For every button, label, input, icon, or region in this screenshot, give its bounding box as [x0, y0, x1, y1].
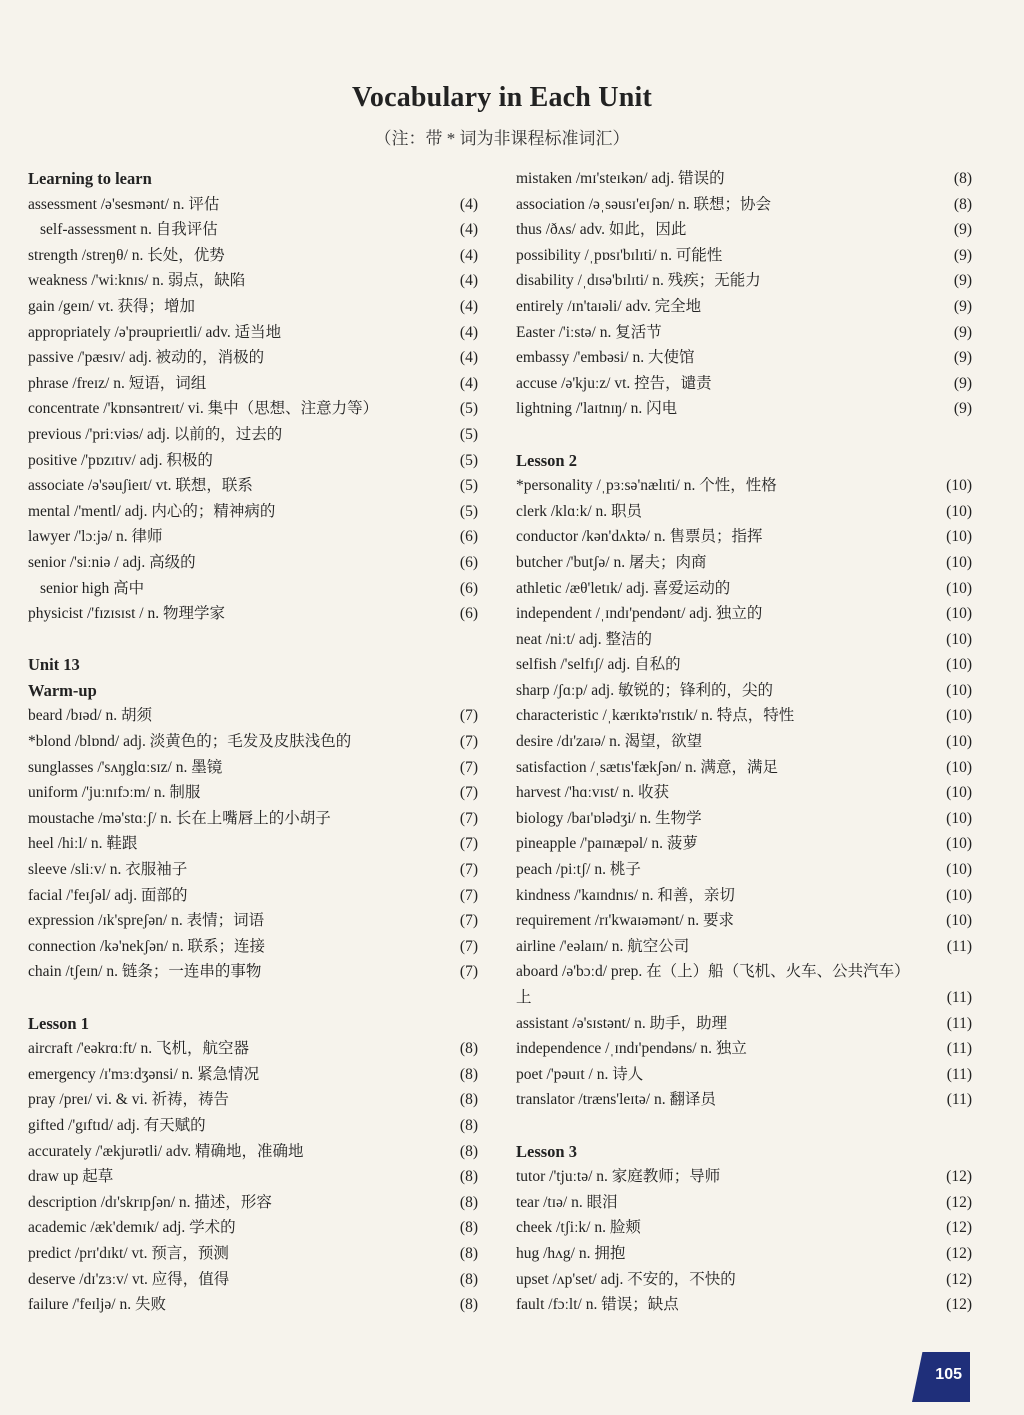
vocab-entry-text: mistaken /mɪ'steɪkən/ adj. 错误的: [516, 170, 725, 187]
vocab-entry-page: (4): [459, 323, 478, 341]
vocab-entry-text: fault /fɔːlt/ n. 错误；缺点: [516, 1296, 679, 1314]
vocab-entry-page: (8): [459, 1270, 478, 1288]
vocab-entry-page: (10): [946, 886, 972, 904]
vocab-entry-page: (4): [459, 221, 478, 239]
vocab-entry: [516, 857, 972, 883]
vocab-entry: [28, 422, 478, 448]
vocab-entry-page: (7): [459, 912, 478, 930]
vocab-entry-page: (7): [459, 835, 478, 853]
vocab-entry: [28, 473, 478, 499]
vocab-entry-text: draw up 起草: [28, 1168, 114, 1186]
vocab-entry-text: upset /ʌp'set/ adj. 不安的，不快的: [516, 1270, 736, 1288]
vocab-entry: [516, 652, 972, 678]
vocab-entry-page: (10): [946, 502, 972, 520]
vocab-entry-page: (10): [946, 912, 972, 930]
vocab-entry-page: (9): [953, 246, 972, 264]
vocab-entry-text: appropriately /ə'prəuprieɪtli/ adv. 适当地: [28, 323, 282, 341]
vocab-entry-text: sharp /ʃɑːp/ adj. 敏锐的；锋利的，尖的: [516, 681, 773, 699]
vocab-entry: [516, 1164, 972, 1190]
vocab-entry: [516, 678, 972, 704]
vocab-entry-page: (8): [459, 1040, 478, 1058]
vocab-entry-text: hug /hʌg/ n. 拥抱: [516, 1244, 626, 1262]
vocab-entry: [28, 1139, 478, 1165]
vocab-entry: [28, 268, 478, 294]
vocab-entry-text: gain /geɪn/ vt. 获得；增加: [28, 297, 196, 315]
vocab-entry-page: (6): [459, 553, 478, 571]
vocab-entry-text: academic /æk'demɪk/ adj. 学术的: [28, 1219, 236, 1237]
vocab-entry: [516, 550, 972, 576]
vocab-entry-text: chain /tʃeɪn/ n. 链条；一连串的事物: [28, 963, 262, 981]
vocab-entry: [28, 294, 478, 320]
vocab-entry: [516, 396, 972, 422]
vocab-entry-text: independence /ˌɪndɪ'pendəns/ n. 独立: [516, 1040, 747, 1058]
vocab-entry-text: athletic /æθ'letɪk/ adj. 喜爱运动的: [516, 579, 731, 597]
vocab-entry-text: expression /ɪk'spreʃən/ n. 表情；词语: [28, 912, 265, 930]
vocab-entry-page: (11): [946, 1040, 972, 1058]
vocab-entry-page: (11): [946, 937, 972, 955]
page-subtitle: （注：带 * 词为非课程标准词汇）: [374, 129, 630, 148]
vocab-entry-page: (10): [946, 835, 972, 853]
vocab-entry-text: harvest /'hɑːvɪst/ n. 收获: [516, 784, 669, 802]
vocab-entry: [516, 1190, 972, 1216]
vocab-entry-page: (12): [946, 1270, 972, 1288]
section-heading: Unit 13: [28, 655, 80, 675]
vocab-entry-text: self-assessment n. 自我评估: [40, 221, 218, 239]
vocab-entry-page: (10): [946, 809, 972, 827]
vocab-entry-page: (12): [946, 1193, 972, 1211]
vocab-entry-page: (5): [459, 425, 478, 443]
section-spacer: [28, 985, 478, 1011]
vocab-entry-text: pineapple /'paɪnæpəl/ n. 菠萝: [516, 835, 698, 853]
vocab-entry: [516, 1087, 972, 1113]
vocab-entry: [516, 499, 972, 525]
vocab-entry: [516, 268, 972, 294]
vocab-entry-page: (9): [953, 323, 972, 341]
vocab-entry: [28, 345, 478, 371]
vocab-entry: [28, 1113, 478, 1139]
vocab-entry-page: (10): [946, 656, 972, 674]
vocab-entry: [516, 934, 972, 960]
vocab-entry-text: moustache /mə'stɑːʃ/ n. 长在上嘴唇上的小胡子: [28, 809, 331, 827]
vocab-entry-text: deserve /dɪ'zɜːv/ vt. 应得，值得: [28, 1270, 230, 1288]
vocab-entry: [28, 1241, 478, 1267]
vocab-entry-text: concentrate /'kɒnsəntreɪt/ vi. 集中（思想、注意力等）: [28, 400, 379, 418]
section-heading: Lesson 3: [516, 1141, 577, 1161]
left-column: [28, 166, 478, 1318]
vocab-entry-page: (5): [459, 502, 478, 520]
vocab-entry-text: failure /'feɪljə/ n. 失败: [28, 1296, 166, 1314]
vocab-entry: [28, 499, 478, 525]
vocab-entry-page: (10): [946, 707, 972, 725]
vocab-entry: [516, 755, 972, 781]
vocab-entry: [516, 627, 972, 653]
vocab-entry: [28, 320, 478, 346]
vocab-entry-text: description /dɪ'skrɪpʃən/ n. 描述，形容: [28, 1193, 272, 1211]
vocab-entry-text: assistant /ə'sɪstənt/ n. 助手，助理: [516, 1014, 728, 1032]
vocab-entry: [516, 166, 972, 192]
vocab-entry-page: (8): [953, 195, 972, 213]
vocab-entry-page: (11): [946, 989, 972, 1006]
vocab-entry-text: pray /preɪ/ vi. & vi. 祈祷，祷告: [28, 1091, 230, 1109]
vocab-entry-page: (10): [946, 579, 972, 597]
vocab-entry: [516, 294, 972, 320]
vocab-entry-text: connection /kə'nekʃən/ n. 联系；连接: [28, 937, 265, 955]
vocab-entry: [28, 831, 478, 857]
vocab-entry: [516, 217, 972, 243]
vocab-entry-text: neat /niːt/ adj. 整洁的: [516, 630, 653, 648]
section-heading: Warm-up: [28, 680, 97, 700]
vocab-entry: [516, 576, 972, 602]
vocab-entry-text: sleeve /sliːv/ n. 衣服袖子: [28, 861, 188, 879]
vocab-entry: [28, 448, 478, 474]
vocab-entry: [28, 1087, 478, 1113]
vocab-entry-page: (9): [953, 221, 972, 239]
vocab-entry-page: (11): [946, 1091, 972, 1109]
vocab-entry: [516, 1267, 972, 1293]
vocab-entry: [28, 780, 478, 806]
vocab-entry: [516, 345, 972, 371]
vocab-entry-text: butcher /'butʃə/ n. 屠夫；肉商: [516, 553, 707, 571]
vocab-entry-text: disability /ˌdɪsə'bɪlɪti/ n. 残疾；无能力: [516, 272, 761, 290]
vocab-entry-text: uniform /'juːnɪfɔːm/ n. 制服: [28, 784, 201, 802]
vocab-entry-text: satisfaction /ˌsætɪs'fækʃən/ n. 满意，满足: [516, 758, 778, 776]
vocab-entry-page: (4): [459, 374, 478, 392]
vocab-entry-text: positive /'pɒzɪtɪv/ adj. 积极的: [28, 451, 213, 469]
vocab-entry-text: sunglasses /'sʌŋglɑːsɪz/ n. 墨镜: [28, 758, 223, 776]
vocab-entry-text: desire /dɪ'zaɪə/ n. 渴望，欲望: [516, 733, 703, 751]
vocab-entry-text: cheek /tʃiːk/ n. 脸颊: [516, 1219, 641, 1237]
vocab-entry: [516, 1011, 972, 1037]
vocab-entry: [28, 1267, 478, 1293]
vocab-entry: [516, 192, 972, 218]
vocab-entry: [516, 524, 972, 550]
section-spacer: [28, 627, 478, 653]
vocab-entry: [516, 320, 972, 346]
vocab-entry-page: (6): [459, 528, 478, 546]
vocab-entry-text: lawyer /'lɔːjə/ n. 律师: [28, 528, 163, 546]
vocab-entry-page: (5): [459, 400, 478, 418]
vocab-entry-page: (5): [459, 477, 478, 495]
vocab-entry: [28, 1062, 478, 1088]
vocab-entry-page: (10): [946, 733, 972, 751]
vocab-entry-text: independent /ˌɪndɪ'pendənt/ adj. 独立的: [516, 605, 763, 623]
vocab-entry-page: (10): [946, 630, 972, 648]
vocab-entry: [28, 243, 478, 269]
vocab-entry-text: kindness /'kaɪndnɪs/ n. 和善，亲切: [516, 886, 735, 904]
vocab-entry: [28, 192, 478, 218]
vocab-entry: [516, 959, 972, 985]
vocab-entry-page: (4): [459, 246, 478, 264]
vocab-entry-text: peach /piːtʃ/ n. 桃子: [516, 861, 641, 879]
vocab-entry-text: passive /'pæsɪv/ adj. 被动的，消极的: [28, 349, 265, 367]
vocab-entry-text: embassy /'embəsi/ n. 大使馆: [516, 349, 695, 367]
vocab-entry: [516, 703, 972, 729]
vocab-entry: [28, 601, 478, 627]
vocab-entry: [28, 1164, 478, 1190]
vocab-entry-text: gifted /'gɪftɪd/ adj. 有天赋的: [28, 1116, 206, 1134]
vocab-entry-text: phrase /freɪz/ n. 短语，词组: [28, 374, 207, 392]
vocab-entry-page: (6): [459, 579, 478, 597]
vocab-entry: [516, 1215, 972, 1241]
vocab-entry: [28, 1215, 478, 1241]
vocab-entry-text: tear /tɪə/ n. 眼泪: [516, 1193, 618, 1211]
vocab-entry-text: *blond /blɒnd/ adj. 淡黄色的；毛发及皮肤浅色的: [28, 733, 352, 751]
vocab-entry: [28, 959, 478, 985]
vocab-entry-page: (7): [459, 758, 478, 776]
vocab-entry-page: (9): [953, 374, 972, 392]
vocab-entry-text: *personality /ˌpɜːsə'nælɪti/ n. 个性，性格: [516, 477, 777, 495]
vocab-entry: [28, 729, 478, 755]
vocab-entry: [28, 396, 478, 422]
vocab-entry-text: weakness /'wiːknɪs/ n. 弱点，缺陷: [28, 272, 246, 290]
vocab-entry-page: (9): [953, 297, 972, 315]
vocab-entry-page: (10): [946, 861, 972, 879]
vocab-entry-page: (4): [459, 297, 478, 315]
vocab-entry: [28, 1190, 478, 1216]
vocab-entry-page: (12): [946, 1244, 972, 1262]
vocab-entry-page: (12): [946, 1296, 972, 1314]
vocab-entry-text: aircraft /'eəkrɑːft/ n. 飞机，航空器: [28, 1040, 249, 1058]
vocab-entry: [28, 703, 478, 729]
vocab-entry-text: conductor /kən'dʌktə/ n. 售票员；指挥: [516, 528, 763, 546]
vocab-entry-text: accurately /'ækjurətli/ adv. 精确地，准确地: [28, 1142, 304, 1160]
vocab-entry: [516, 729, 972, 755]
vocab-entry: [516, 371, 972, 397]
vocab-entry-text: previous /'priːviəs/ adj. 以前的，过去的: [28, 425, 283, 443]
vocab-entry: [28, 755, 478, 781]
vocab-entry-text: poet /'pəuɪt / n. 诗人: [516, 1065, 644, 1083]
vocab-entry-page: (8): [459, 1142, 478, 1160]
vocab-entry-text: requirement /rɪ'kwaɪəmənt/ n. 要求: [516, 912, 735, 930]
vocab-entry-page: (7): [459, 886, 478, 904]
vocab-entry-text: association /əˌsəusɪ'eɪʃən/ n. 联想；协会: [516, 195, 772, 213]
vocab-entry: [28, 217, 478, 243]
vocab-entry-page: (4): [459, 349, 478, 367]
vocab-entry-text: aboard /ə'bɔːd/ prep. 在（上）船（飞机、火车、公共汽车）: [516, 963, 910, 981]
vocab-entry: [516, 473, 972, 499]
vocab-entry: [516, 243, 972, 269]
vocab-entry: [516, 908, 972, 934]
section-heading: Lesson 1: [28, 1013, 89, 1033]
vocab-entry-text: possibility /ˌpɒsɪ'bɪlɪti/ n. 可能性: [516, 246, 723, 264]
vocab-entry: [516, 883, 972, 909]
vocab-entry-page: (11): [946, 1014, 972, 1032]
vocab-entry: [28, 576, 478, 602]
vocab-entry-page: (7): [459, 937, 478, 955]
vocab-entry: [28, 1292, 478, 1318]
section-spacer: [516, 1113, 972, 1139]
vocab-entry: [516, 601, 972, 627]
vocab-entry-text: facial /'feɪʃəl/ adj. 面部的: [28, 886, 188, 904]
vocab-entry: [516, 831, 972, 857]
vocab-entry-page: (11): [946, 1065, 972, 1083]
vocab-entry: [516, 985, 972, 1011]
vocab-entry-text: thus /ðʌs/ adv. 如此，因此: [516, 221, 687, 239]
vocab-entry-text: airline /'eəlaɪn/ n. 航空公司: [516, 937, 690, 955]
vocab-entry-text: accuse /ə'kjuːz/ vt. 控告，谴责: [516, 374, 712, 392]
vocab-entry-page: (8): [459, 1168, 478, 1186]
vocab-entry: [28, 934, 478, 960]
vocab-entry-text: predict /prɪ'dɪkt/ vt. 预言，预测: [28, 1244, 229, 1262]
vocab-entry: [28, 1036, 478, 1062]
vocab-entry-page: (8): [459, 1065, 478, 1083]
vocab-entry-text: characteristic /ˌkærɪktə'rɪstɪk/ n. 特点，特性: [516, 707, 795, 725]
page-title: Vocabulary in Each Unit: [352, 82, 652, 113]
section-heading: Lesson 2: [516, 450, 577, 470]
vocab-entry-text: clerk /klɑːk/ n. 职员: [516, 502, 643, 520]
vocab-entry-page: (6): [459, 605, 478, 623]
vocab-entry-page: (10): [946, 528, 972, 546]
vocab-entry-page: (8): [953, 170, 972, 187]
vocab-entry-text: 上: [516, 989, 532, 1006]
vocab-entry-text: senior high 高中: [40, 579, 145, 597]
vocab-entry-page: (12): [946, 1219, 972, 1237]
vocab-entry-page: (7): [459, 861, 478, 879]
section-spacer: [516, 422, 972, 448]
vocab-entry-page: (10): [946, 477, 972, 495]
vocab-entry-text: selfish /'selfɪʃ/ adj. 自私的: [516, 656, 681, 674]
vocab-entry-text: beard /bɪəd/ n. 胡须: [28, 707, 152, 725]
vocab-entry-text: emergency /ɪ'mɜːdʒənsi/ n. 紧急情况: [28, 1065, 260, 1083]
vocab-entry-text: biology /baɪ'ɒlədʒi/ n. 生物学: [516, 809, 702, 827]
vocab-entry-text: associate /ə'səuʃieɪt/ vt. 联想，联系: [28, 477, 253, 495]
vocab-entry-page: (10): [946, 784, 972, 802]
vocab-entry-text: translator /træns'leɪtə/ n. 翻译员: [516, 1091, 716, 1109]
page-number: 105: [935, 1366, 962, 1383]
vocab-entry-page: (10): [946, 605, 972, 623]
vocab-entry-text: lightning /'laɪtnɪŋ/ n. 闪电: [516, 400, 678, 418]
vocab-entry-page: (10): [946, 681, 972, 699]
vocab-entry: [28, 806, 478, 832]
vocab-entry-page: (4): [459, 195, 478, 213]
vocab-entry: [516, 780, 972, 806]
vocab-entry: [28, 857, 478, 883]
vocab-entry-page: (8): [459, 1219, 478, 1237]
section-heading: Learning to learn: [28, 169, 152, 188]
vocab-entry: [28, 883, 478, 909]
vocab-entry: [516, 1036, 972, 1062]
vocab-entry-text: strength /streŋθ/ n. 长处，优势: [28, 246, 225, 264]
vocab-entry-text: mental /'mentl/ adj. 内心的；精神病的: [28, 502, 276, 520]
vocab-entry-page: (8): [459, 1091, 478, 1109]
vocab-entry: [28, 908, 478, 934]
vocab-entry-page: (7): [459, 707, 478, 725]
vocab-entry-page: (4): [459, 272, 478, 290]
vocab-entry-page: (7): [459, 733, 478, 751]
vocab-entry-text: senior /'siːniə / adj. 高级的: [28, 553, 196, 571]
vocab-entry-page: (9): [953, 272, 972, 290]
vocab-entry-page: (10): [946, 758, 972, 776]
vocab-entry-page: (8): [459, 1296, 478, 1314]
vocab-entry: [28, 550, 478, 576]
vocab-entry-page: (5): [459, 451, 478, 469]
vocab-entry: [28, 371, 478, 397]
vocab-entry-text: assessment /ə'sesmənt/ n. 评估: [28, 195, 220, 213]
vocab-entry-text: physicist /'fɪzɪsɪst / n. 物理学家: [28, 605, 225, 623]
vocab-entry-page: (8): [459, 1244, 478, 1262]
vocab-entry-page: (9): [953, 400, 972, 418]
vocab-entry-page: (10): [946, 553, 972, 571]
vocab-entry-page: (7): [459, 784, 478, 802]
vocab-entry: [516, 806, 972, 832]
vocab-entry-page: (7): [459, 963, 478, 981]
vocab-entry-page: (9): [953, 349, 972, 367]
vocab-entry-text: Easter /'iːstə/ n. 复活节: [516, 323, 662, 341]
vocab-entry-page: (8): [459, 1116, 478, 1134]
vocab-entry-page: (7): [459, 809, 478, 827]
vocab-entry-text: tutor /'tjuːtə/ n. 家庭教师；导师: [516, 1168, 721, 1186]
vocab-entry: [516, 1292, 972, 1318]
vocab-entry-text: entirely /ɪn'taɪəli/ adv. 完全地: [516, 297, 702, 315]
vocab-entry-text: heel /hiːl/ n. 鞋跟: [28, 835, 138, 853]
vocab-entry: [516, 1062, 972, 1088]
vocab-entry: [28, 524, 478, 550]
vocab-entry-page: (12): [946, 1168, 972, 1186]
vocab-entry-page: (8): [459, 1193, 478, 1211]
right-column: [516, 166, 972, 1318]
vocab-entry: [516, 1241, 972, 1267]
